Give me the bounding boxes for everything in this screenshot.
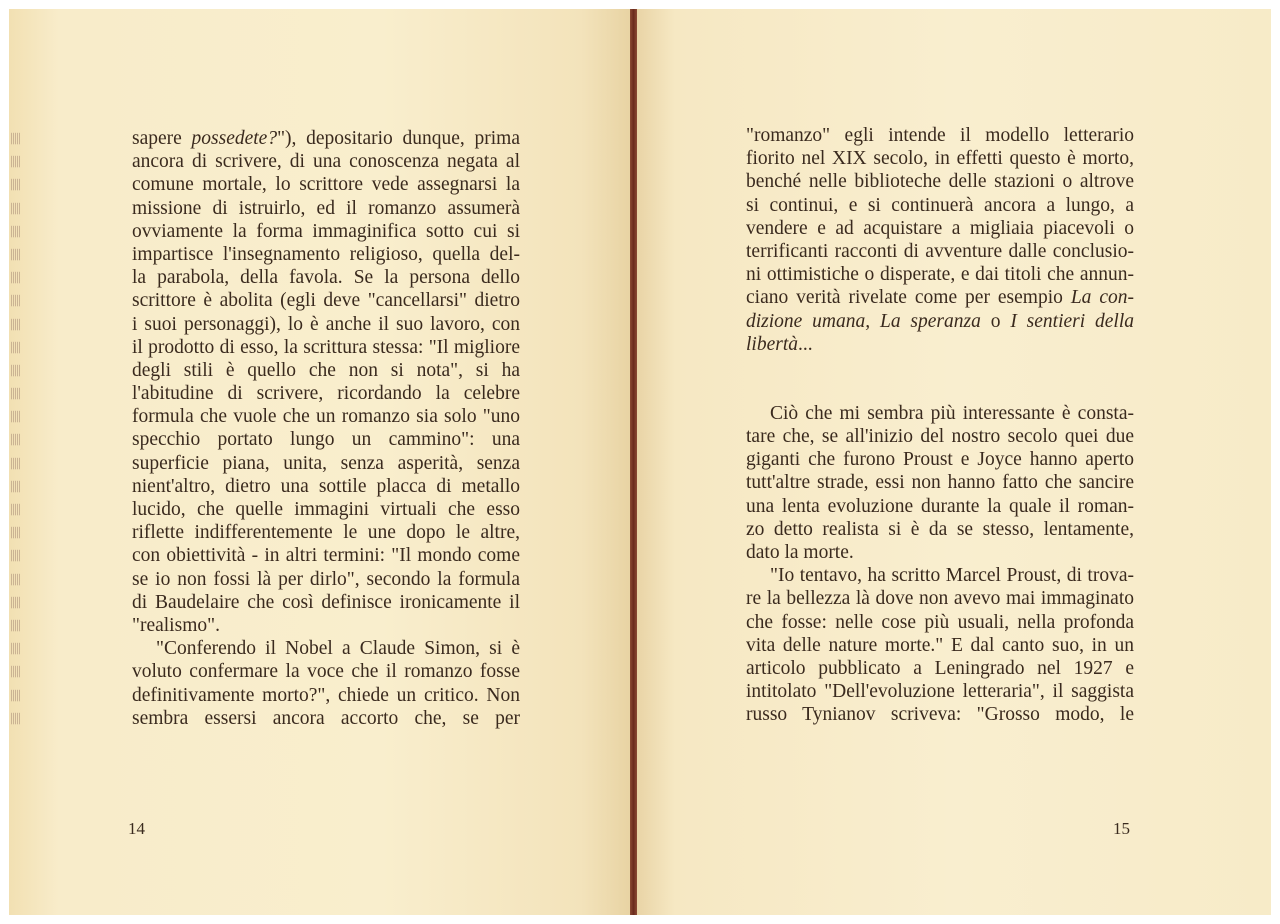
text-line: impartisce l'insegnamento religioso, quella del- — [132, 243, 520, 265]
bleed-mark — [11, 689, 21, 701]
bleed-mark — [11, 457, 21, 469]
text-line: Ciò che mi sembra più interessante è consta- — [770, 402, 1134, 424]
text-line: tutt'altre strade, essi non hanno fatto che sancire — [746, 472, 1134, 494]
text-line: tare che, se all'inizio del nostro secolo quei due — [746, 426, 1134, 448]
text-line — [746, 310, 1134, 333]
text-line: "Io tentavo, ha scritto Marcel Proust, di trova- — [770, 565, 1134, 587]
bleed-mark — [11, 550, 21, 562]
text-line: nient'altro, dietro una sottile placca di metallo — [132, 475, 520, 497]
text-run: ciano verità rivelate come per esempio — [746, 287, 1071, 309]
text-line: se io non fossi là per dirlo", secondo la formula — [132, 568, 520, 590]
bleed-mark — [11, 388, 21, 400]
italic-title: possedete? — [191, 128, 278, 149]
bleed-mark — [11, 272, 21, 284]
text-line: ancora di scrivere, di una conoscenza negata al — [132, 151, 520, 173]
text-line: "Conferendo il Nobel a Claude Simon, si è — [156, 638, 520, 660]
italic-title: libertà — [746, 333, 798, 355]
text-line: superficie piana, unita, senza asperità, senza — [132, 452, 520, 474]
bleed-mark — [11, 666, 21, 678]
text-line: specchio portato lungo un cammino": una — [132, 429, 520, 451]
italic-title: I sentieri della — [1010, 310, 1134, 332]
paragraph-gap — [746, 356, 1134, 402]
book-spine — [630, 9, 637, 915]
text-line: giganti che furono Proust e Joyce hanno aperto — [746, 449, 1134, 471]
page-number-left: 14 — [128, 819, 145, 838]
right-page-text — [746, 124, 1134, 727]
text-line: russo Tynianov scriveva: "Grosso modo, le — [746, 704, 1134, 726]
bleed-mark — [11, 295, 21, 307]
text-line: sembra essersi ancora accorto che, se per — [132, 707, 520, 729]
text-line: missione di istruirlo, ed il romanzo assumerà — [132, 197, 520, 219]
left-margin-bleed-through — [9, 127, 23, 737]
text-line: una lenta evoluzione durante la quale il roman- — [746, 495, 1134, 517]
bleed-mark — [11, 411, 21, 423]
text-line: con obiettività - in altri termini: "Il mondo come — [132, 545, 520, 567]
text-line: "realismo". — [132, 614, 220, 636]
bleed-mark — [11, 341, 21, 353]
bleed-mark — [11, 226, 21, 238]
bleed-mark — [11, 527, 21, 539]
text-line: lucido, che quelle immagini virtuali che esso — [132, 499, 520, 520]
text-line: vita delle nature morte." E dal canto suo, in un — [746, 634, 1134, 656]
text-line: terrificanti racconti di avventure dalle conclusio- — [746, 240, 1134, 262]
text-line: si continui, e si continuerà ancora a lungo, a — [746, 194, 1134, 216]
text-line: ovviamente la forma immaginifica sotto cui si — [132, 220, 520, 242]
left-page-text — [132, 127, 520, 730]
left-page — [9, 9, 631, 915]
text-run: o — [980, 310, 1011, 332]
text-line: i suoi personaggi), lo è anche il suo lavoro, con — [132, 313, 520, 335]
text-line: il prodotto di esso, la scrittura stessa: "Il migliore — [132, 336, 520, 358]
text-line: intitolato "Dell'evoluzione letteraria", il saggista — [746, 681, 1134, 703]
text-line: degli stili è quello che non si nota", si ha — [132, 359, 520, 381]
text-line — [746, 333, 1134, 356]
italic-title: La con- — [1070, 287, 1134, 309]
bleed-mark — [11, 365, 21, 377]
text-line: vendere e ad acquistare a migliaia piacevoli o — [746, 217, 1134, 239]
italic-title: dizione umana, La speranza — [746, 310, 981, 332]
text-line: voluto confermare la voce che il romanzo fosse — [132, 661, 520, 683]
book-spread — [9, 9, 1271, 915]
bleed-mark — [11, 597, 21, 609]
text-line: di Baudelaire che così definisce ironicamente il — [132, 591, 520, 613]
bleed-mark — [11, 156, 21, 168]
text-line: fiorito nel XIX secolo, in effetti questo è morto, — [746, 148, 1134, 170]
text-line: riflette indifferentemente le une dopo le altre, — [132, 522, 520, 544]
bleed-mark — [11, 481, 21, 493]
text-line: definitivamente morto?", chiede un critico. Non — [132, 684, 520, 706]
bleed-mark — [11, 133, 21, 145]
text-line: comune mortale, lo scrittore vede assegnarsi la — [132, 174, 520, 196]
text-line: ni ottimistiche o disperate, e dai titoli che annun- — [746, 264, 1134, 286]
text-run: "), depositario dunque, prima — [277, 128, 520, 149]
text-line: scrittore è abolita (egli deve "cancellarsi" dietro — [132, 290, 520, 312]
text-line: benché nelle biblioteche delle stazioni o altrove — [746, 171, 1134, 193]
text-line: che fosse: nelle cose più usuali, nella profonda — [746, 611, 1134, 633]
text-line: l'abitudine di scrivere, ricordando la celebre — [132, 383, 520, 405]
text-line — [746, 286, 1134, 309]
bleed-mark — [11, 504, 21, 516]
right-page — [637, 9, 1271, 915]
bleed-mark — [11, 179, 21, 191]
bleed-mark — [11, 712, 21, 724]
bleed-mark — [11, 318, 21, 330]
text-line: dato la morte. — [746, 542, 854, 563]
bleed-mark — [11, 573, 21, 585]
bleed-mark — [11, 249, 21, 261]
bleed-mark — [11, 643, 21, 655]
text-line: articolo pubblicato a Leningrado nel 1927 e — [746, 657, 1134, 679]
text-run: ... — [798, 333, 813, 355]
text-line: la parabola, della favola. Se la persona dello — [132, 267, 520, 289]
bleed-mark — [11, 434, 21, 446]
text-line: formula che vuole che un romanzo sia solo "uno — [132, 406, 520, 428]
text-line — [132, 127, 520, 150]
bleed-mark — [11, 620, 21, 632]
bleed-mark — [11, 202, 21, 214]
text-line: "romanzo" egli intende il modello letterario — [746, 125, 1134, 146]
text-line: re la bellezza là dove non avevo mai immaginato — [746, 588, 1134, 610]
page-number-right: 15 — [1113, 819, 1130, 838]
text-run: sapere — [132, 128, 192, 149]
text-line: zo detto realista si è da se stesso, lentamente, — [746, 518, 1134, 540]
